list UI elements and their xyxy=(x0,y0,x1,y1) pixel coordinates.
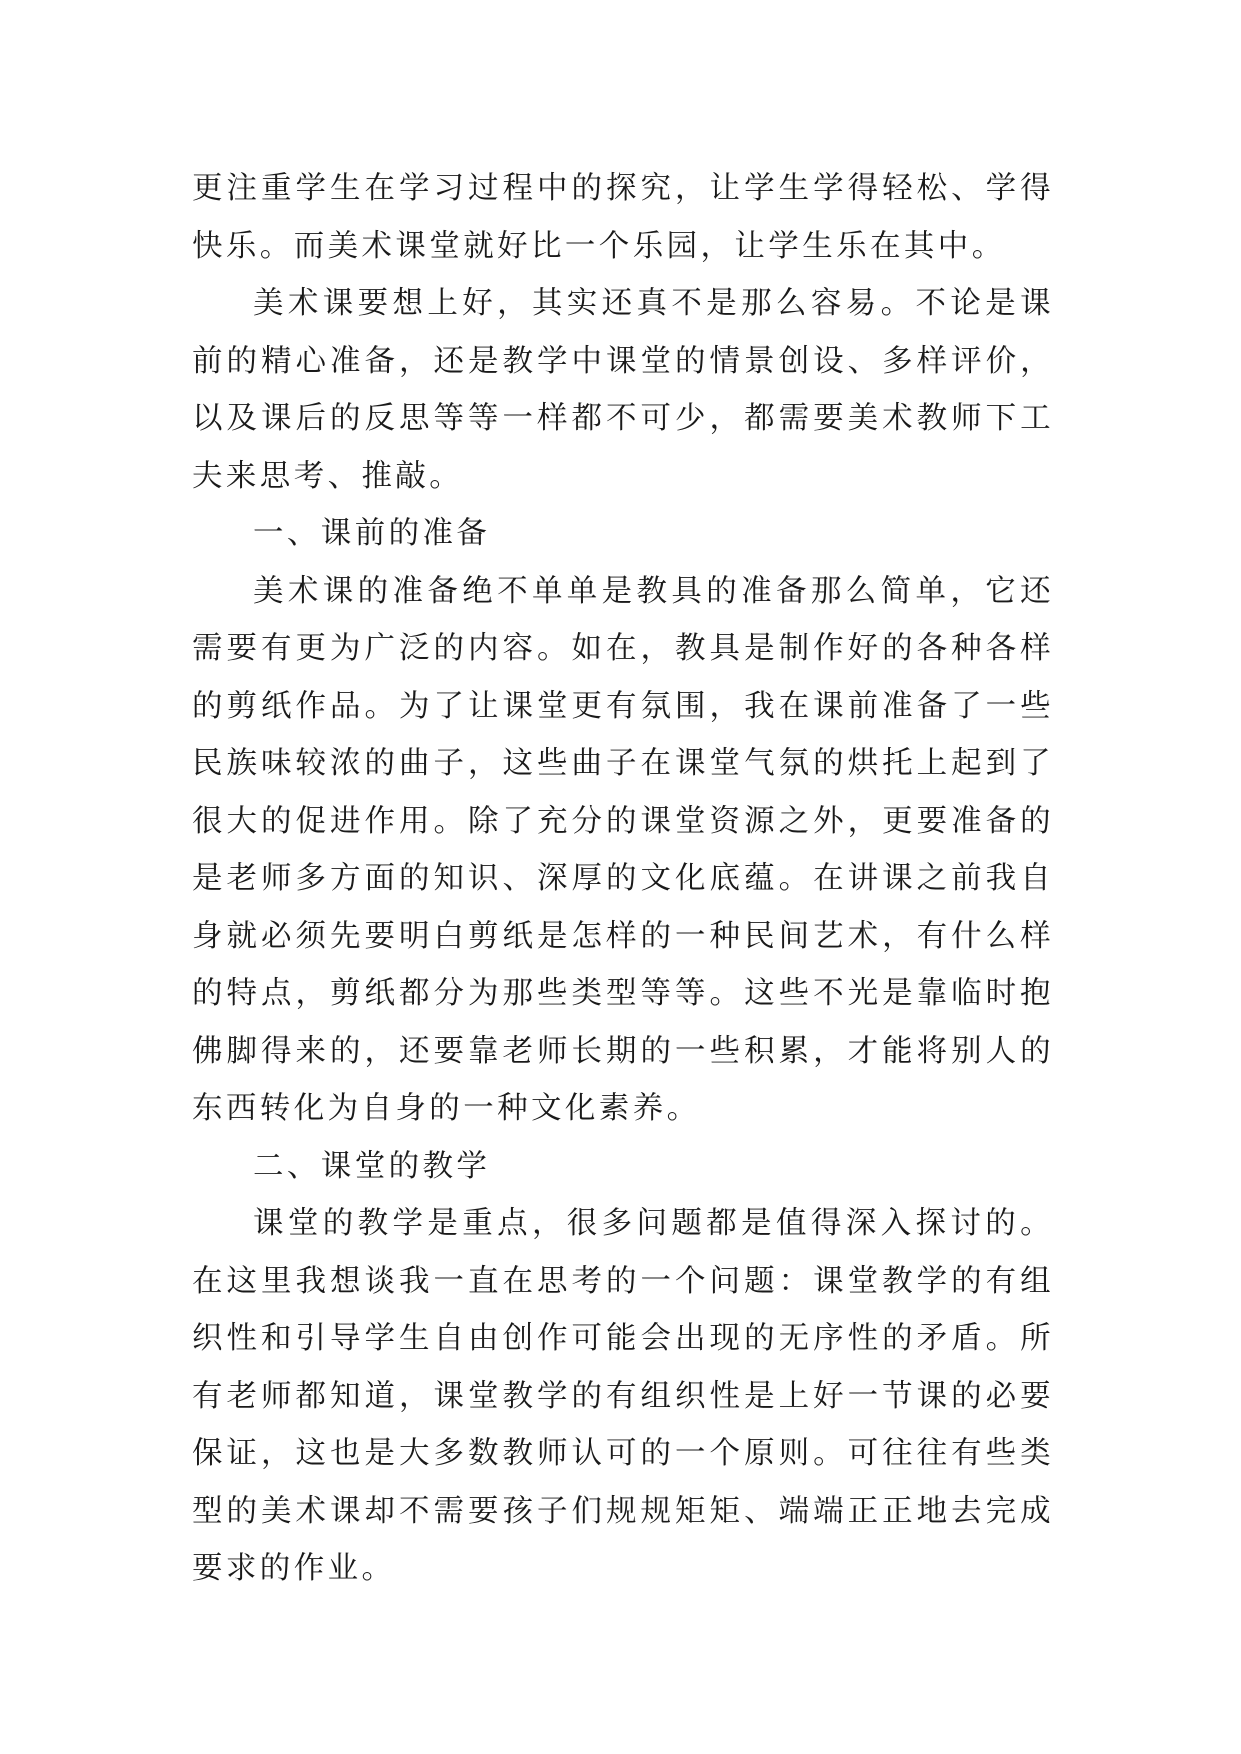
paragraph-preparation: 美术课的准备绝不单单是教具的准备那么简单，它还需要有更为广泛的内容。如在，教具是制作好的各种各样的剪纸作品。为了让课堂更有氛围，我在课前准备了一些民族味较浓的曲子，这些曲子在课堂气氛的烘托上起到了很大的促进作用。除了充分的课堂资源之外，更要准备的是老师多方面的知识、深厚的文化底蕴。在讲课之前我自身就必须先要明白剪纸是怎样的一种民间艺术，有什么样的特点，剪纸都分为那些类型等等。这些不光是靠临时抱佛脚得来的，还要靠老师长期的一些积累，才能将别人的东西转化为自身的一种文化素养。 xyxy=(192,573,1054,1126)
body-text xyxy=(192,160,1054,1598)
paragraph-teaching: 课堂的教学是重点，很多问题都是值得深入探讨的。在这里我想谈我一直在思考的一个问题：课堂教学的有组织性和引导学生自由创作可能会出现的无序性的矛盾。所有老师都知道，课堂教学的有组织性是上好一节课的必要保证，这也是大多数教师认可的一个原则。可往往有些类型的美术课却不需要孩子们规规矩矩、端端正正地去完成要求的作业。 xyxy=(192,1206,1054,1586)
section-heading-teaching: 二、课堂的教学 xyxy=(253,1148,491,1184)
section-heading-preparation: 一、课前的准备 xyxy=(253,516,491,551)
paragraph-intro: 美术课要想上好，其实还真不是那么容易。不论是课前的精心准备，还是教学中课堂的情景创设、多样评价，以及课后的反思等等一样都不可少，都需要美术教师下工夫来思考、推敲。 xyxy=(192,286,1054,494)
paragraph-continued: 更注重学生在学习过程中的探究，让学生学得轻松、学得快乐。而美术课堂就好比一个乐园，让学生乐在其中。 xyxy=(192,171,1054,264)
